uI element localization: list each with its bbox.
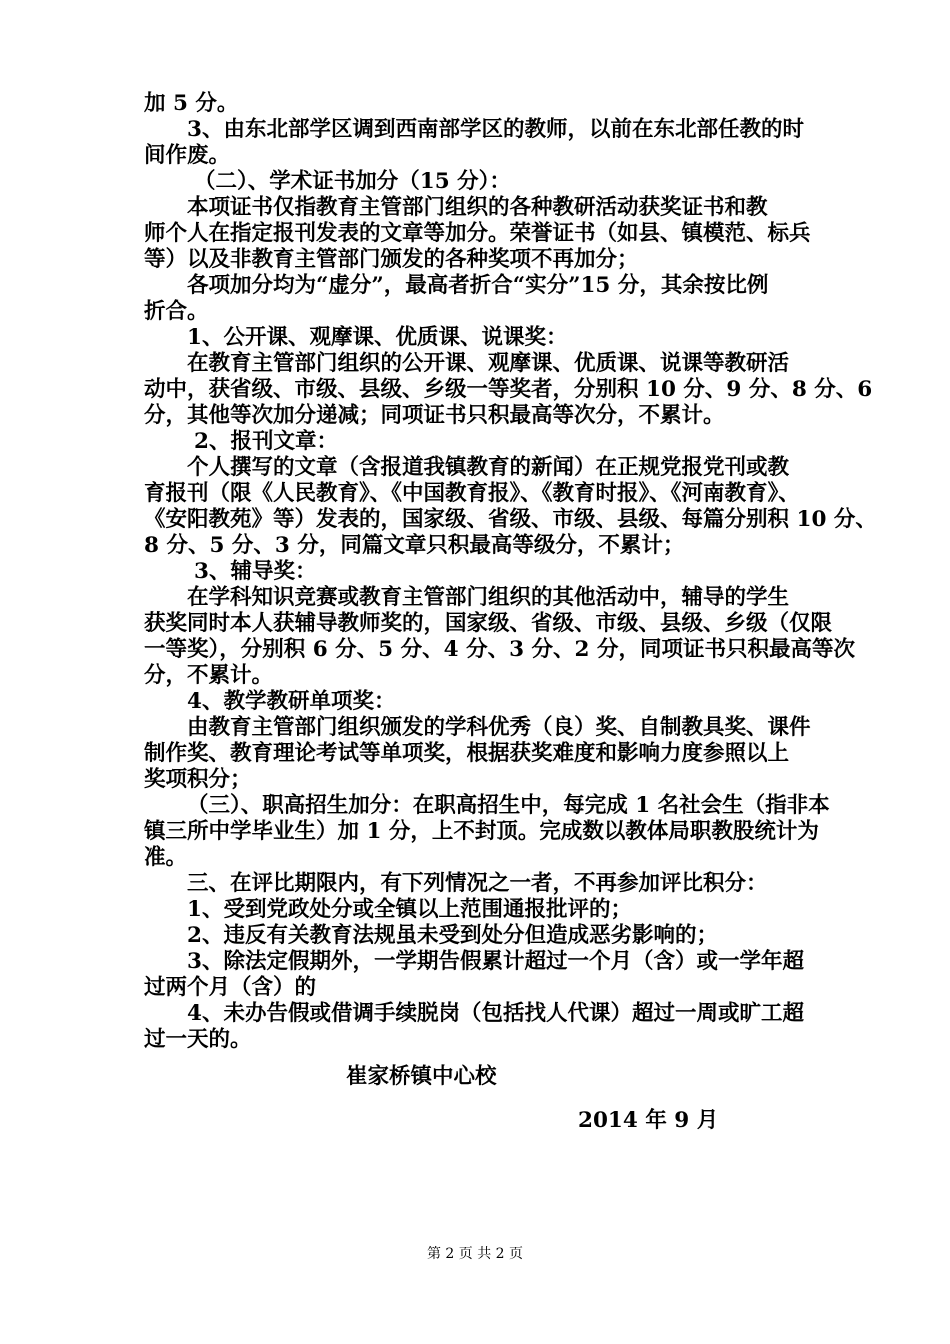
text-line: 2、违反有关教育法规虽未受到处分但造成恶劣影响的； xyxy=(187,923,718,948)
text-line: 《安阳教苑》等）发表的，国家级、省级、市级、县级、每篇分别积 10 分、 xyxy=(144,507,877,532)
item-heading: 3、辅导奖： xyxy=(194,559,317,584)
text-line: 1、受到党政处分或全镇以上范围通报批评的； xyxy=(187,897,632,922)
text-line: 在教育主管部门组织的公开课、观摩课、优质课、说课等教研活 xyxy=(187,351,790,376)
text-line: 准。 xyxy=(144,845,188,870)
text-line: 个人撰写的文章（含报道我镇教育的新闻）在正规党报党刊或教 xyxy=(187,455,790,480)
text-line: 3、由东北部学区调到西南部学区的教师，以前在东北部任教的时 xyxy=(187,117,804,142)
text-line: 分，其他等次加分递减；同项证书只积最高等次分，不累计。 xyxy=(144,403,725,428)
text-line: 4、未办告假或借调手续脱岗（包括找人代课）超过一周或旷工超 xyxy=(187,1001,804,1026)
item-heading: 1、公开课、观摩课、优质课、说课奖： xyxy=(187,325,568,350)
item-heading: 2、报刊文章： xyxy=(194,429,338,454)
text-line: 本项证书仅指教育主管部门组织的各种教研活动获奖证书和教 xyxy=(187,195,768,220)
text-line: 过两个月（含）的 xyxy=(144,975,317,1000)
section-heading: （二）、学术证书加分（15 分）： xyxy=(194,169,511,194)
text-line: 获奖同时本人获辅导教师奖的，国家级、省级、市级、县级、乡级（仅限 xyxy=(144,611,833,636)
text-line: 过一天的。 xyxy=(144,1027,252,1052)
text-line: 师个人在指定报刊发表的文章等加分。荣誉证书（如县、镇模范、标兵 xyxy=(144,221,811,246)
signature-organization: 崔家桥镇中心校 xyxy=(346,1064,497,1089)
signature-date: 2014 年 9 月 xyxy=(578,1108,719,1133)
section-heading: 三、在评比期限内，有下列情况之一者，不再参加评比积分： xyxy=(187,871,768,896)
text-line: 一等奖），分别积 6 分、5 分、4 分、3 分、2 分，同项证书只积最高等次 xyxy=(144,637,855,662)
text-line: 奖项积分； xyxy=(144,767,252,792)
text-line: 各项加分均为“虚分”，最高者折合“实分”15 分，其余按比例 xyxy=(187,273,769,298)
text-line: 镇三所中学毕业生）加 1 分，上不封顶。完成数以教体局职教股统计为 xyxy=(144,819,819,844)
text-line: 在学科知识竞赛或教育主管部门组织的其他活动中，辅导的学生 xyxy=(187,585,790,610)
text-line: 动中，获省级、市级、县级、乡级一等奖者，分别积 10 分、9 分、8 分、6 xyxy=(144,377,873,402)
text-line: 由教育主管部门组织颁发的学科优秀（良）奖、自制教具奖、课件 xyxy=(187,715,811,740)
text-line: 3、除法定假期外，一学期告假累计超过一个月（含）或一学年超 xyxy=(187,949,804,974)
text-line: 制作奖、教育理论考试等单项奖，根据获奖难度和影响力度参照以上 xyxy=(144,741,790,766)
text-line: 8 分、5 分、3 分，同篇文章只积最高等级分，不累计； xyxy=(144,533,685,558)
item-heading: 4、教学教研单项奖： xyxy=(187,689,396,714)
text-line: 加 5 分。 xyxy=(144,91,239,116)
page-number: 第 2 页 共 2 页 xyxy=(426,1246,524,1262)
text-line: 分，不累计。 xyxy=(144,663,274,688)
text-line: 育报刊（限《人民教育》、《中国教育报》、《教育时报》、《河南教育》、 xyxy=(144,481,800,506)
text-line: 等）以及非教育主管部门颁发的各种奖项不再加分； xyxy=(144,247,639,272)
text-line: 折合。 xyxy=(144,299,209,324)
section-heading: （三）、职高招生加分：在职高招生中，每完成 1 名社会生（指非本 xyxy=(187,793,830,818)
text-line: 间作废。 xyxy=(144,143,231,168)
